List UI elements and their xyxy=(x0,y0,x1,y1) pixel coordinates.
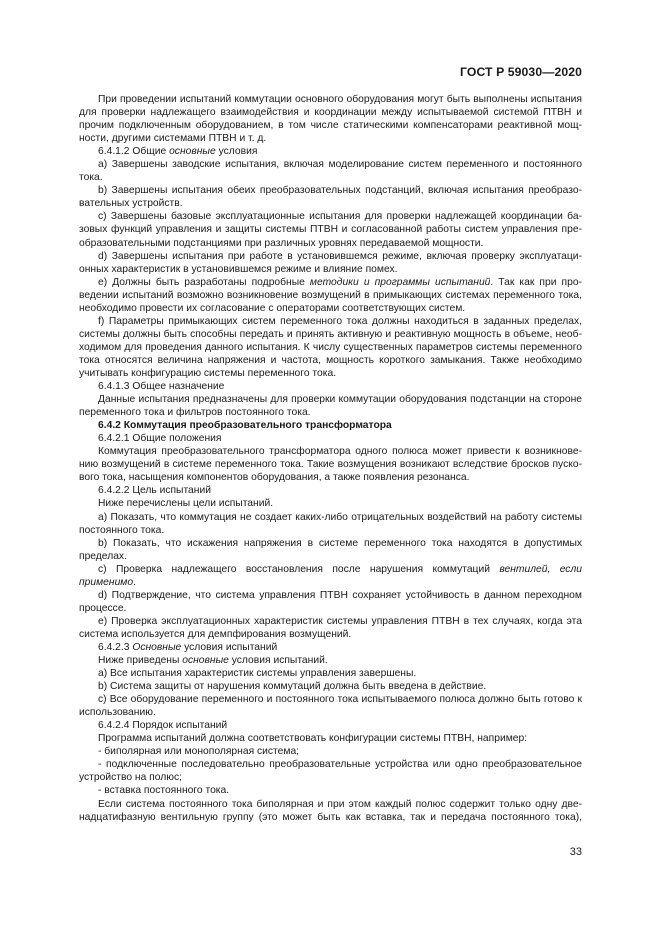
document-standard-code: ГОСТ Р 59030—2020 xyxy=(460,65,582,79)
list-item: d) Подтверждение, что система управления ПТВН сохраняет устойчивость в данном переходном процессе. xyxy=(79,589,582,614)
list-item: d) Завершены испытания при работе в установившемся режиме, включая проверку эксплуатационных характеристик в установившемся режиме и влияние помех. xyxy=(79,250,582,275)
list-item: e) Проверка эксплуатационных характеристик системы управления ПТВН в тех случаях, когда эта система используется для демпфирования возмущений. xyxy=(79,615,582,640)
list-item: b) Система защиты от нарушения коммутаций должна быть введена в действие. xyxy=(98,681,487,693)
list-item: c) Проверка надлежащего восстановления после нарушения коммутаций вентилей, если применимо. xyxy=(79,563,582,588)
clause-heading: 6.4.2.2 Цель испытаний xyxy=(98,485,211,497)
clause-heading: 6.4.2.4 Порядок испытаний xyxy=(98,720,228,732)
paragraph: Данные испытания предназначены для проверки коммутации оборудования подстанции на стороне переменного тока и фильтров постоянного тока. xyxy=(79,394,582,419)
list-item: a) Завершены заводские испытания, включая моделирование систем переменного и постоянного тока. xyxy=(79,159,582,184)
page-number: 33 xyxy=(569,846,582,858)
list-item: b) Показать, что искажения напряжения в системе переменного тока находятся в допустимых пределах. xyxy=(79,537,582,562)
paragraph: Ниже приведены основные условия испытаний. xyxy=(98,655,328,667)
paragraph: Коммутация преобразовательного трансформатора одного полюса может привести к возникновению возмущений в системе переменного тока. Такие возмущения возникают вследствие бросков пускового тока, насыщения компонентов оборудования, а также появления резонанса. xyxy=(79,446,582,484)
list-item: - биполярная или монополярная система; xyxy=(98,746,300,758)
paragraph: Программа испытаний должна соответствовать конфигурации системы ПТВН, например: xyxy=(98,733,528,745)
list-item: f) Параметры примыкающих систем переменного тока должны находиться в заданных пределах, системы должны быть способны передать и принять активную и реактивную мощность в объеме, необходимом для проведения данного испытания. К числу существенных параметров системы переменного тока относятся величина напряжения и частота, мощность короткого замыкания. Также необходимо учитывать конфигурацию системы переменного тока. xyxy=(79,315,582,379)
list-item: a) Показать, что коммутация не создает каких-либо отрицательных воздействий на работу системы постоянного тока. xyxy=(79,511,582,536)
clause-heading: 6.4.2.3 Основные условия испытаний xyxy=(98,641,278,653)
clause-heading: 6.4.1.2 Общие основные условия xyxy=(98,146,258,158)
paragraph: Если система постоянного тока биполярная и при этом каждый полюс содержит только одну двенадцатифазную вентильную группу (это может быть как вставка, так и передача постоянного тока), xyxy=(79,798,582,823)
paragraph: При проведении испытаний коммутации основного оборудования могут быть выполнены испытания для проверки надлежащего взаимодействия и координации между испытываемой системой ПТВН и прочим подключенным оборудованием, в том числе статическими компенсаторами реактивной мощности, другими системами ПТВН и т. д. xyxy=(79,94,582,145)
list-item: a) Все испытания характеристик системы управления завершены. xyxy=(98,668,417,680)
section-heading: 6.4.2 Коммутация преобразовательного трансформатора xyxy=(98,420,392,432)
list-item: - подключенные последовательно преобразовательные устройства или одно преобразовательное устройство на полюс; xyxy=(79,759,582,784)
paragraph: Ниже перечислены цели испытаний. xyxy=(98,498,274,510)
document-body xyxy=(79,93,582,824)
list-item: e) Должны быть разработаны подробные методики и программы испытаний. Так как при проведении испытаний возможно возникновение возмущений в примыкающих системах переменного тока, необходимо провести их согласование с операторами соответствующих систем. xyxy=(79,276,582,314)
list-item: b) Завершены испытания обеих преобразовательных подстанций, включая испытания преобразовательных устройств. xyxy=(79,185,582,210)
list-item: - вставка постоянного тока. xyxy=(98,785,230,797)
clause-heading: 6.4.1.3 Общее назначение xyxy=(98,381,225,393)
list-item: c) Все оборудование переменного и постоянного тока испытываемого полюса должно быть готово к использованию. xyxy=(79,694,582,719)
clause-heading: 6.4.2.1 Общие положения xyxy=(98,433,222,445)
list-item: c) Завершены базовые эксплуатационные испытания для проверки надлежащей координации базовых функций управления и защиты системы ПТВН и согласованной работы систем управления преобразовательными подстанциями при различных уровнях передаваемой мощности. xyxy=(79,211,582,249)
